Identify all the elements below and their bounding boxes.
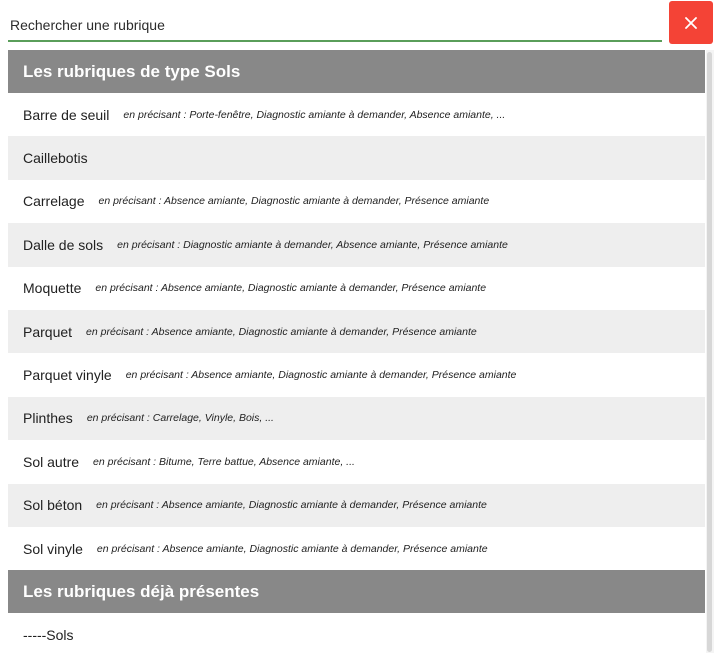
list-item[interactable] bbox=[8, 484, 705, 527]
list-item[interactable] bbox=[8, 136, 705, 179]
section-header-existing bbox=[8, 570, 705, 613]
item-detail: en précisant : Absence amiante, Diagnostic amiante à demander, Présence amiante bbox=[95, 282, 487, 295]
item-detail: en précisant : Absence amiante, Diagnostic amiante à demander, Présence amiante bbox=[86, 325, 477, 338]
list-item[interactable] bbox=[8, 353, 705, 396]
close-icon bbox=[685, 17, 697, 29]
item-detail: en précisant : Absence amiante, Diagnostic amiante à demander, Présence amiante bbox=[98, 195, 490, 208]
list-item[interactable] bbox=[8, 180, 705, 223]
scrollbar-thumb[interactable] bbox=[707, 52, 712, 652]
section-header-sols bbox=[8, 50, 705, 93]
close-button[interactable] bbox=[669, 1, 713, 44]
list-item[interactable] bbox=[8, 527, 705, 570]
list-item[interactable] bbox=[8, 440, 705, 483]
item-detail: en précisant : Absence amiante, Diagnostic amiante à demander, Présence amiante bbox=[96, 499, 487, 512]
item-label: Sol vinyle bbox=[23, 540, 83, 557]
item-label: Parquet bbox=[23, 323, 73, 340]
item-label: Sol béton bbox=[23, 497, 83, 514]
list-item[interactable] bbox=[8, 267, 705, 310]
item-label: Parquet vinyle bbox=[23, 367, 112, 384]
section-title: Les rubriques déjà présentes bbox=[23, 581, 260, 601]
list-item[interactable] bbox=[8, 310, 705, 353]
item-label: Moquette bbox=[23, 280, 82, 297]
item-label: Caillebotis bbox=[23, 150, 88, 167]
list-item[interactable] bbox=[8, 613, 705, 653]
item-detail: en précisant : Absence amiante, Diagnostic amiante à demander, Présence amiante bbox=[125, 369, 517, 382]
item-label: Barre de seuil bbox=[23, 106, 110, 123]
item-label: Sol autre bbox=[23, 453, 80, 470]
item-detail: en précisant : Carrelage, Vinyle, Bois, ... bbox=[86, 412, 274, 425]
item-detail: en précisant : Diagnostic amiante à demander, Absence amiante, Présence amiante bbox=[117, 238, 508, 251]
rubric-list bbox=[8, 50, 705, 653]
item-detail: en précisant : Absence amiante, Diagnostic amiante à demander, Présence amiante bbox=[96, 542, 488, 555]
item-label: Dalle de sols bbox=[23, 236, 104, 253]
item-label: Carrelage bbox=[23, 193, 85, 210]
item-label: Plinthes bbox=[23, 410, 73, 427]
search-input[interactable] bbox=[8, 0, 662, 40]
list-item[interactable] bbox=[8, 93, 705, 136]
list-item[interactable] bbox=[8, 397, 705, 440]
item-label: -----Sols bbox=[23, 626, 74, 643]
item-detail: en précisant : Porte-fenêtre, Diagnostic amiante à demander, Absence amiante, ... bbox=[123, 108, 506, 121]
search-bar bbox=[8, 0, 662, 42]
list-item[interactable] bbox=[8, 223, 705, 266]
scrollbar[interactable] bbox=[706, 50, 714, 653]
item-detail: en précisant : Bitume, Terre battue, Absence amiante, ... bbox=[93, 455, 355, 468]
section-title: Les rubriques de type Sols bbox=[23, 61, 241, 81]
